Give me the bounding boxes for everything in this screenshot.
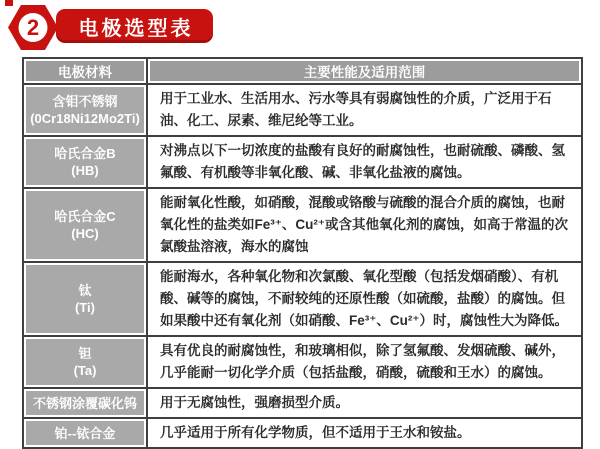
description-cell: 能耐海水，各种氧化物和次氯酸、氧化型酸（包括发烟硝酸）、有机酸、碱等的腐蚀，不耐较纯的还原性酸（如硫酸，盐酸）的腐蚀。但如果酸中还有氧化剂（如硝酸、Fe³⁺、Cu²⁺）时，腐蚀性大为降低。 (147, 262, 582, 336)
table-row (23, 136, 582, 188)
electrode-selection-table (22, 57, 583, 449)
description-cell: 用于工业水、生活用水、污水等具有弱腐蚀性的介质，广泛用于石油、化工、尿素、维尼纶等工业。 (147, 84, 582, 136)
table-row (23, 336, 582, 388)
section-title-banner (56, 9, 213, 43)
description-cell: 几乎适用于所有化学物质，但不适用于王水和铵盐。 (147, 418, 582, 448)
table-header-row (23, 58, 582, 84)
description-cell: 用于无腐蚀性，强磨损型介质。 (147, 388, 582, 418)
table-row (23, 84, 582, 136)
material-name: 铂--铱合金 (54, 425, 116, 441)
material-cell (23, 388, 147, 418)
description-cell: 具有优良的耐腐蚀性，和玻璃相似，除了氢氟酸、发烟硫酸、碱外，几乎能耐一切化学介质（包括盐酸，硝酸，硫酸和王水）的腐蚀。 (147, 336, 582, 388)
material-name: 钽 (78, 346, 92, 361)
section-title: 电极选型表 (78, 17, 194, 40)
material-code: (HB) (71, 163, 99, 178)
material-cell (23, 262, 147, 336)
material-cell (23, 418, 147, 448)
electrode-selection-table-wrap (22, 57, 583, 449)
material-cell (23, 336, 147, 388)
description-cell: 对沸点以下一切浓度的盐酸有良好的耐腐蚀性，也耐硫酸、磷酸、氢氟酸、有机酸等非氧化酸、碱、非氧化盐液的腐蚀。 (147, 136, 582, 188)
material-name: 哈氏合金B (54, 146, 116, 161)
material-name: 钛 (78, 283, 92, 298)
material-code: (0Cr18Ni12Mo2Ti) (30, 111, 140, 126)
material-cell (23, 84, 147, 136)
table-row (23, 262, 582, 336)
column-header-performance: 主要性能及适用范围 (147, 58, 582, 84)
description-cell: 能耐氧化性酸，如硝酸，混酸或铬酸与硫酸的混合介质的腐蚀，也耐氧化性的盐类如Fe³⁺、Cu²⁺或含其他氧化剂的腐蚀，如高于常温的次氯酸盐溶液，海水的腐蚀 (147, 188, 582, 262)
material-name: 不锈钢涂覆碳化钨 (32, 395, 137, 411)
table-row (23, 188, 582, 262)
table-row (23, 418, 582, 448)
material-cell (23, 188, 147, 262)
material-code: (HC) (71, 226, 99, 241)
material-code: (Ta) (73, 363, 97, 378)
material-name: 哈氏合金C (54, 209, 116, 224)
table-row (23, 388, 582, 418)
step-number: 2 (26, 15, 40, 40)
material-name: 含钼不锈钢 (52, 94, 118, 109)
column-header-material: 电极材料 (23, 58, 147, 84)
step-badge (7, 4, 59, 51)
material-code: (Ti) (75, 300, 95, 315)
material-cell (23, 136, 147, 188)
